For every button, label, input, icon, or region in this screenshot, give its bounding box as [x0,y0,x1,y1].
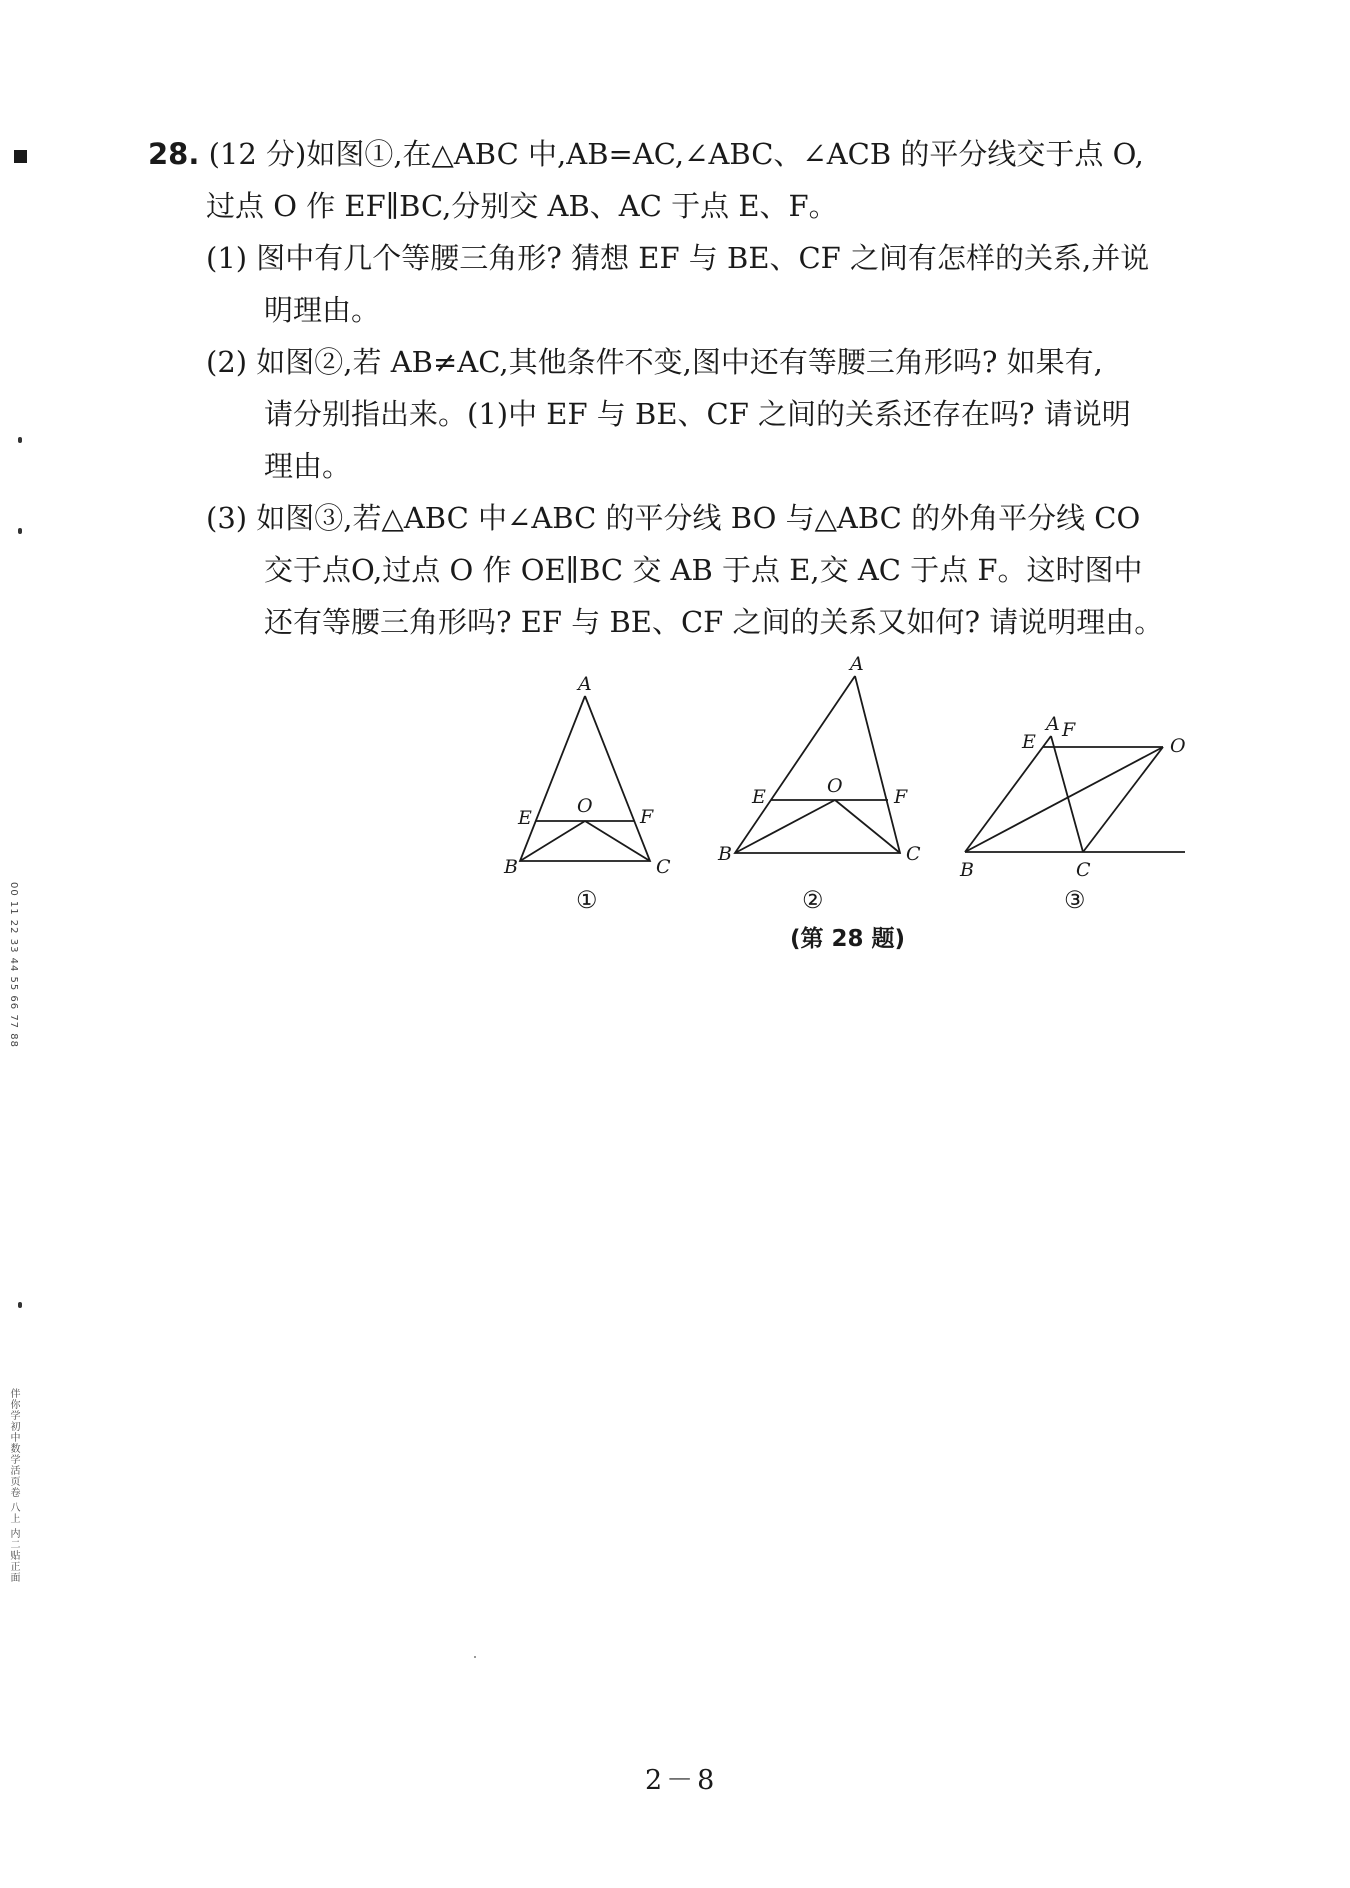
fig2-label-o: O [827,775,843,797]
sub-question-2-cont-2: 理由。 [264,449,352,483]
sub-question-1-cont: 明理由。 [264,293,381,327]
fig2-label-f: F [894,786,908,808]
problem-28 [148,128,1218,648]
margin-dot [18,528,22,534]
fig3-label-e: E [1022,731,1036,753]
fig3-label-c: C [1076,859,1091,881]
fig3-label-o: O [1170,735,1186,757]
fig2-caption: ② [802,886,824,914]
fig3-caption: ③ [1064,886,1086,914]
fig3-label-b: B [960,859,974,881]
fig1-caption: ① [576,886,598,914]
figure-3-drawing [965,736,1185,852]
fig3-side-ab [965,736,1051,852]
figure-caption: (第 28 题) [790,926,906,952]
fig1-label-o: O [577,795,593,817]
fig3-bisector-bo [965,747,1163,852]
fig1-label-e: E [518,807,532,829]
fig3-external-bisector-co [1083,747,1163,852]
fig2-label-a: A [850,656,864,675]
fig2-label-c: C [906,843,921,865]
problem-number: 28. [148,137,200,171]
problem-line-1: 28. (12 分)如图①,在△ABC 中,AB=AC,∠ABC、∠ACB 的平分线交于点 O, [148,137,1144,171]
margin-book-strip: 伴你学初中数学活页卷 八上 内二贴正面 [8,1388,19,1584]
margin-dot [18,437,22,443]
problem-line-2: 过点 O 作 EF∥BC,分别交 AB、AC 于点 E、F。 [206,189,838,223]
fig2-label-b: B [718,843,732,865]
figure-1-drawing [520,696,650,861]
sub-question-1: (1) 图中有几个等腰三角形? 猜想 EF 与 BE、CF 之间有怎样的关系,并说 [206,241,1150,275]
sub-question-2-cont: 请分别指出来。(1)中 EF 与 BE、CF 之间的关系还存在吗? 请说明 [264,397,1131,431]
fig1-label-b: B [504,856,518,878]
margin-code-strip: 00 11 22 33 44 55 66 77 88 [8,882,19,1048]
fig1-label-a: A [578,673,592,695]
fig3-label-a: A [1046,713,1060,735]
fig2-triangle [735,676,900,853]
sub-question-3-cont: 交于点O,过点 O 作 OE∥BC 交 AB 于点 E,交 AC 于点 F。这时图中 [264,553,1143,587]
margin-square-marker [14,150,27,163]
fig2-bisector-co [835,800,900,853]
page-number: 2－8 [645,1765,719,1796]
geometry-figures [480,656,1220,936]
sub-question-2: (2) 如图②,若 AB≠AC,其他条件不变,图中还有等腰三角形吗? 如果有, [206,345,1103,379]
fig1-triangle [520,696,650,861]
margin-dot [18,1302,22,1308]
sub-question-3: (3) 如图③,若△ABC 中∠ABC 的平分线 BO 与△ABC 的外角平分线 CO [206,501,1141,535]
stray-mark [474,1656,476,1658]
fig3-side-ac [1051,736,1083,852]
fig1-label-f: F [640,806,654,828]
fig2-label-e: E [752,786,766,808]
figure-2-drawing [735,676,900,853]
sub-question-3-cont-2: 还有等腰三角形吗? EF 与 BE、CF 之间的关系又如何? 请说明理由。 [264,605,1164,639]
fig3-label-f: F [1062,719,1076,741]
fig2-bisector-bo [735,800,835,853]
fig1-label-c: C [656,856,671,878]
figure-group [480,656,1220,936]
